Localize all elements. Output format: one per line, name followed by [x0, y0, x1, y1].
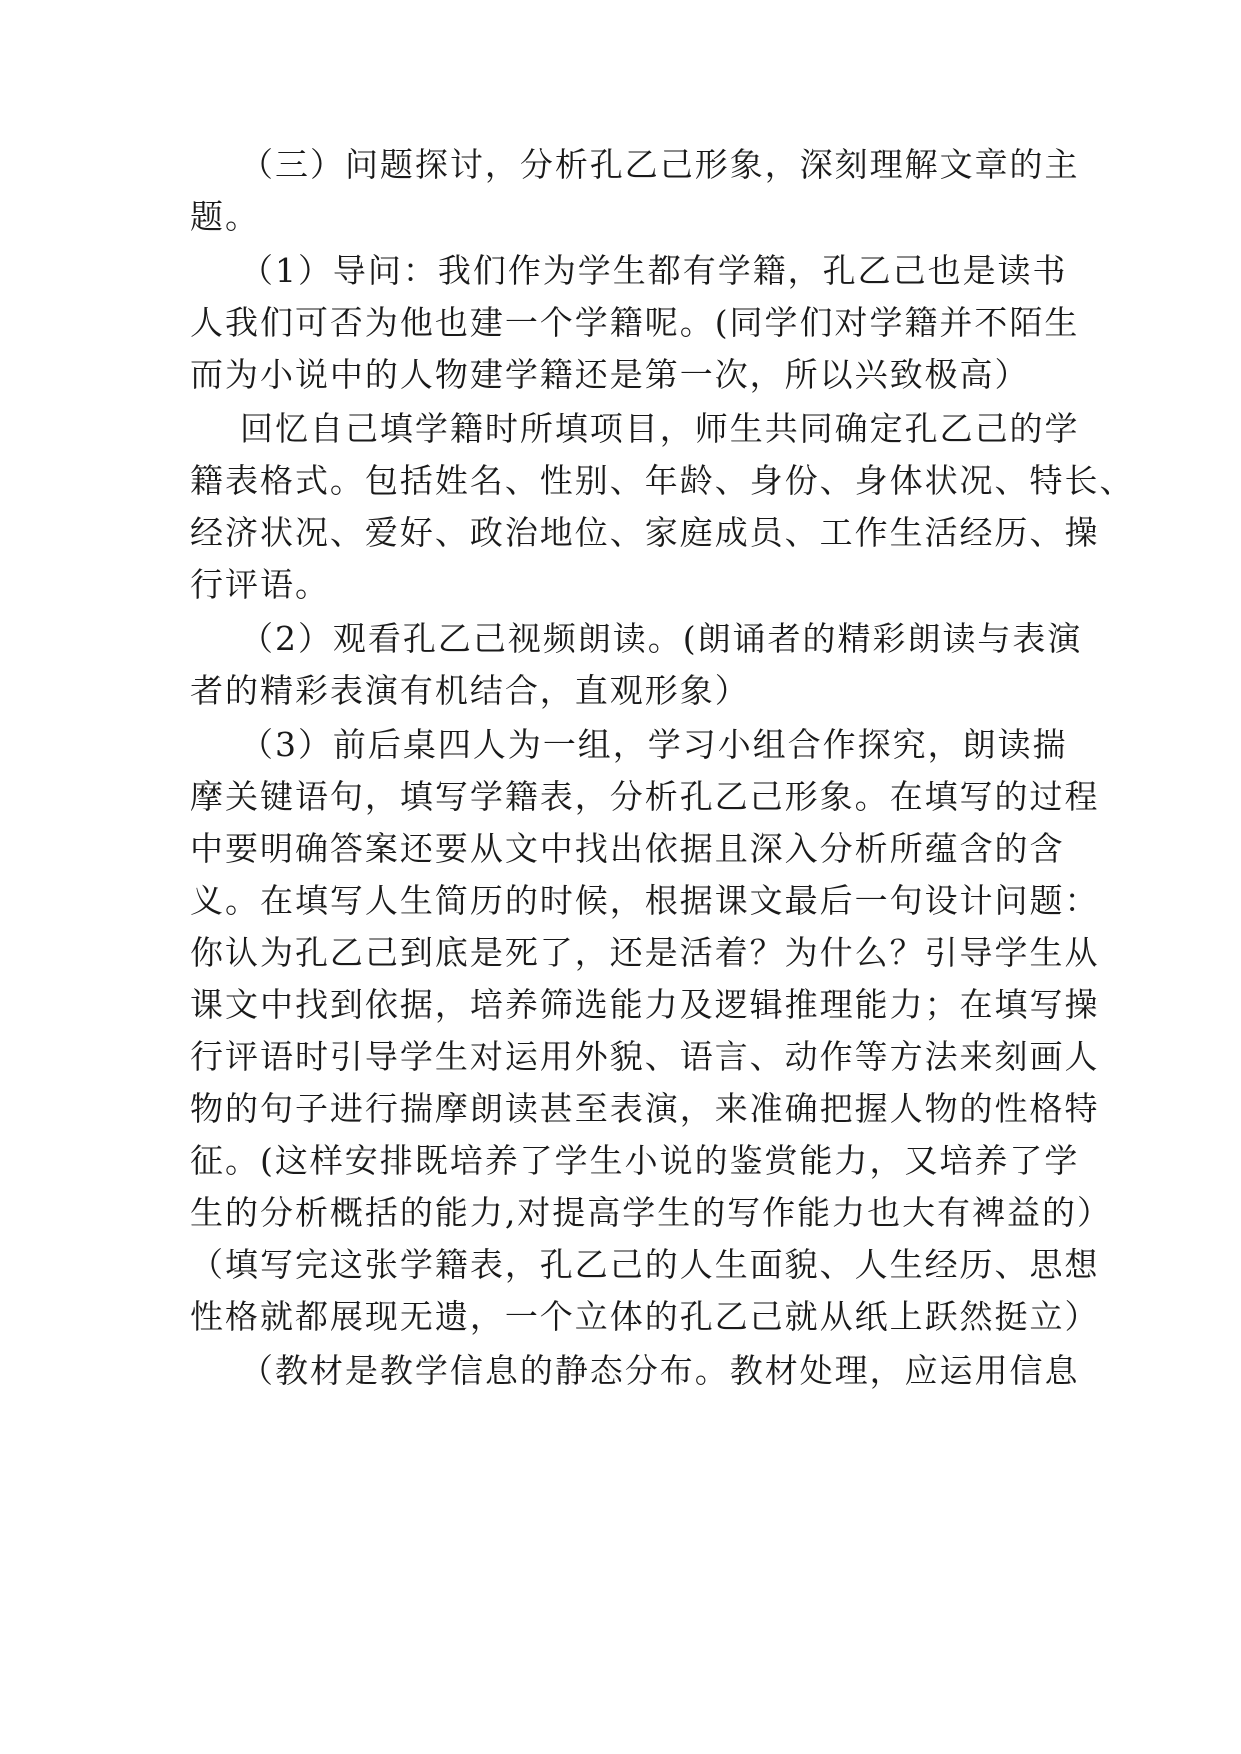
- paragraph-2-line-1: 回忆自己填学籍时所填项目，师生共同确定孔乙己的学: [240, 409, 1080, 448]
- paragraph-4-line-10: 生的分析概括的能力,对提高学生的写作能力也大有裨益的）: [190, 1193, 1112, 1232]
- paragraph-4-line-9: 征。(这样安排既培养了学生小说的鉴赏能力，又培养了学: [190, 1141, 1080, 1180]
- paragraph-4-line-2: 摩关键语句，填写学籍表，分析孔乙己形象。在填写的过程: [190, 777, 1100, 816]
- paragraph-3-line-2: 者的精彩表演有机结合，直观形象）: [190, 671, 750, 710]
- paragraph-2-line-3: 经济状况、爱好、政治地位、家庭成员、工作生活经历、操: [190, 513, 1100, 552]
- paragraph-4-line-8: 物的句子进行揣摩朗读甚至表演，来准确把握人物的性格特: [190, 1089, 1100, 1128]
- paragraph-heading-line-1: （三）问题探讨，分析孔乙己形象，深刻理解文章的主: [240, 145, 1080, 184]
- paragraph-4-line-5: 你认为孔乙己到底是死了，还是活着？为什么？引导学生从: [190, 933, 1100, 972]
- paragraph-2-line-4: 行评语。: [190, 565, 330, 604]
- paragraph-4-line-7: 行评语时引导学生对运用外貌、语言、动作等方法来刻画人: [190, 1037, 1100, 1076]
- paragraph-1-line-3: 而为小说中的人物建学籍还是第一次，所以兴致极高）: [190, 355, 1030, 394]
- paragraph-4-line-1: （3）前后桌四人为一组，学习小组合作探究，朗读揣: [240, 725, 1068, 764]
- paragraph-4-line-6: 课文中找到依据，培养筛选能力及逻辑推理能力；在填写操: [190, 985, 1100, 1024]
- paragraph-4-line-11: （填写完这张学籍表，孔乙己的人生面貌、人生经历、思想: [190, 1245, 1100, 1284]
- paragraph-4-line-4: 义。在填写人生简历的时候，根据课文最后一句设计问题：: [190, 881, 1100, 920]
- paragraph-4-line-12: 性格就都展现无遗，一个立体的孔乙己就从纸上跃然挺立）: [190, 1297, 1100, 1336]
- paragraph-heading-line-2: 题。: [190, 197, 260, 236]
- paragraph-1-line-2: 人我们可否为他也建一个学籍呢。(同学们对学籍并不陌生: [190, 303, 1080, 342]
- paragraph-4-line-3: 中要明确答案还要从文中找出依据且深入分析所蕴含的含: [190, 829, 1065, 868]
- paragraph-1-line-1: （1）导问：我们作为学生都有学籍，孔乙己也是读书: [240, 251, 1068, 290]
- paragraph-5-line-1: （教材是教学信息的静态分布。教材处理，应运用信息: [240, 1351, 1080, 1390]
- paragraph-2-line-2: 籍表格式。包括姓名、性别、年龄、身份、身体状况、特长、: [190, 461, 1135, 500]
- paragraph-3-line-1: （2）观看孔乙己视频朗读。(朗诵者的精彩朗读与表演: [240, 619, 1083, 658]
